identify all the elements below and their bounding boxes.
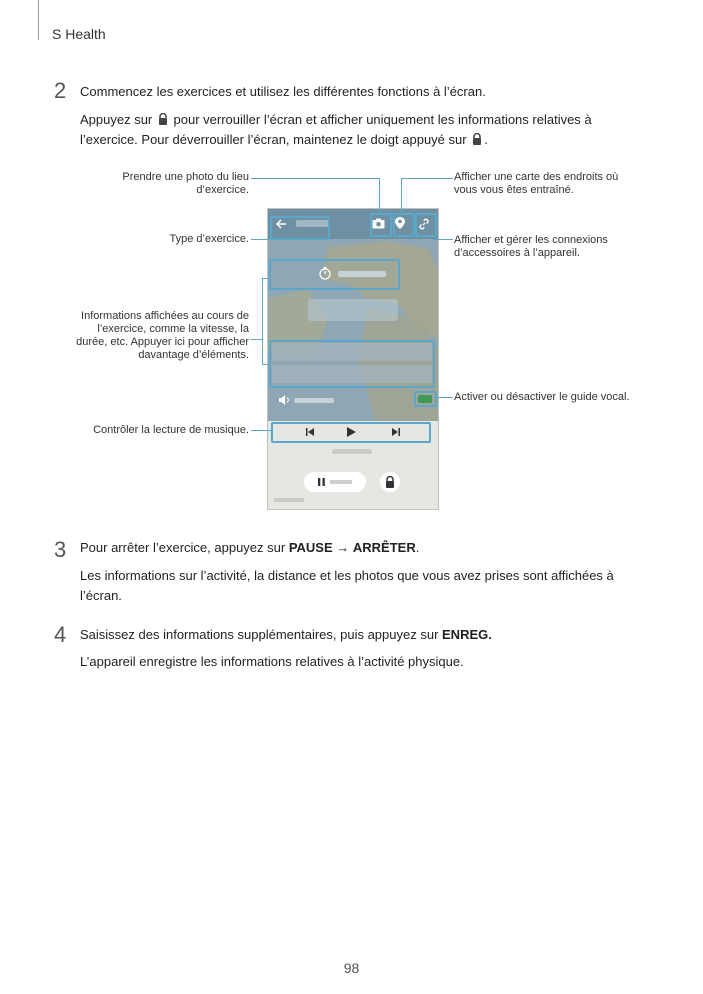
step-3-body: [80, 566, 640, 606]
step-4-text: Saisissez des informations supplémentaires, puis appuyez sur: [80, 627, 443, 642]
callout-info-line3: durée, etc. Appuyer ici pour afficher: [76, 336, 249, 348]
step-2-body: [80, 110, 640, 150]
highlight-duration: [269, 259, 400, 290]
callout-map-line1: Afficher une carte des endroits où: [454, 171, 619, 183]
pause-label: [330, 480, 352, 484]
section-title: S Health: [52, 26, 106, 42]
voice-icon[interactable]: [278, 395, 290, 405]
connector-voice: [434, 397, 453, 398]
step-2-body-end: .: [484, 132, 488, 147]
connector-info-top: [262, 278, 270, 279]
step-4-number: 4: [54, 622, 67, 647]
highlight-info-rows: [269, 340, 435, 388]
callout-accessory-line1: Afficher et gérer les connexions: [454, 234, 608, 246]
voice-label: [294, 398, 334, 403]
connector-accessory: [433, 239, 453, 240]
stop-term: ARRÊTER: [352, 540, 416, 555]
lock-button[interactable]: [380, 472, 400, 492]
step-3-period: .: [415, 540, 420, 555]
step-3-body-line1: Les informations sur l’activité, la distance et les photos que vous avez prises sont affichées à: [80, 568, 614, 583]
connector-info-bottom: [262, 364, 270, 365]
track-title: [332, 449, 372, 454]
header-rule: [38, 0, 39, 40]
highlight-link: [415, 213, 437, 237]
callout-info-line2: l’exercice, comme la vitesse, la: [97, 323, 249, 335]
speed-value: [308, 299, 398, 321]
connector-music: [251, 430, 271, 431]
callout-exercise-type: Type d’exercice.: [169, 233, 249, 245]
connector-map: [401, 178, 453, 179]
step-3-text: Pour arrêter l’exercice, appuyez sur: [80, 540, 289, 555]
lock-icon: [472, 133, 482, 145]
highlight-map: [393, 213, 415, 237]
connector-photo: [251, 178, 380, 179]
callout-map-line2: vous vous êtes entraîné.: [454, 184, 574, 196]
callout-music: Contrôler la lecture de musique.: [93, 424, 249, 436]
pause-icon: [318, 478, 325, 486]
step-3-number: 3: [54, 537, 67, 562]
page-number: 98: [343, 960, 360, 976]
connector-info-v: [262, 278, 263, 365]
highlight-music: [271, 422, 431, 443]
callout-accessory-line2: d’accessoires à l’appareil.: [454, 247, 580, 259]
callout-info-line4: davantage d’éléments.: [138, 349, 249, 361]
lock-icon: [385, 476, 395, 488]
step-4-body: L’appareil enregistre les informations relatives à l’activité physique.: [80, 654, 464, 669]
pause-button[interactable]: [304, 472, 366, 492]
step-2-body-start: Appuyez sur: [80, 112, 153, 127]
pause-term: PAUSE: [288, 540, 333, 555]
step-2-number: 2: [54, 78, 67, 103]
callout-info: [60, 310, 249, 362]
callout-info-line1: Informations affichées au cours de: [81, 310, 249, 322]
step-3-body-line2: l’écran.: [80, 588, 122, 603]
callout-photo: [60, 171, 249, 197]
connector-info: [251, 339, 262, 340]
callout-map: [454, 171, 654, 197]
step-2-body-line2: l’exercice. Pour déverrouiller l’écran, maintenez le doigt appuyé sur: [80, 132, 467, 147]
callout-photo-line2: d’exercice.: [196, 184, 249, 196]
callout-photo-line1: Prendre une photo du lieu: [122, 171, 249, 183]
save-term: ENREG.: [442, 627, 492, 642]
callout-voice: Activer ou désactiver le guide vocal.: [454, 391, 630, 403]
highlight-type: [270, 216, 330, 240]
callout-accessory: [454, 234, 654, 260]
lock-icon: [158, 113, 168, 125]
step-2-title: Commencez les exercices et utilisez les différentes fonctions à l’écran.: [80, 84, 486, 99]
step-4-title: [80, 625, 492, 645]
connector-map-v: [401, 178, 402, 213]
step-2-body-middle: pour verrouiller l’écran et afficher uniquement les informations relatives à: [173, 112, 592, 127]
highlight-camera: [370, 213, 392, 237]
connector-type: [251, 239, 270, 240]
highlight-voice: [414, 391, 437, 407]
connector-photo-v: [379, 178, 380, 213]
step-3-title: [80, 538, 419, 558]
arrow-term: →: [332, 540, 353, 555]
location-label: [274, 498, 304, 502]
